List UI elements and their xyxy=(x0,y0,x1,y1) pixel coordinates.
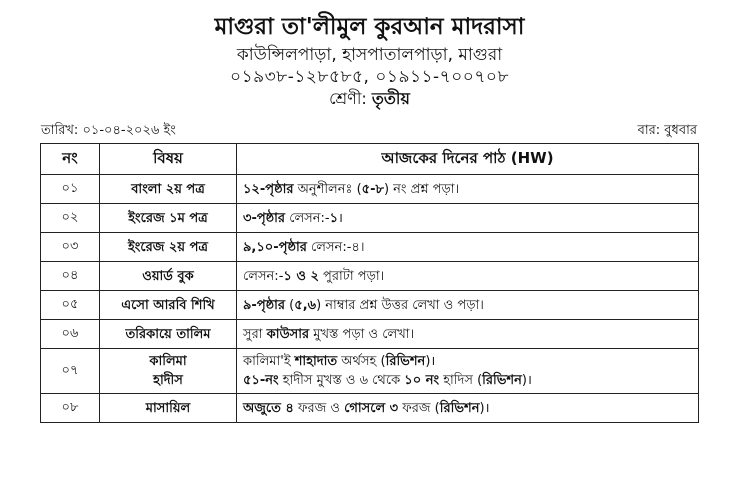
table-row xyxy=(41,349,699,394)
homework-text: রিভিশন xyxy=(439,400,480,416)
row-homework xyxy=(237,233,699,262)
row-number: ০৭ xyxy=(41,349,100,394)
homework-text: )। xyxy=(521,373,532,388)
homework-text: কালিমা'ই xyxy=(243,354,295,369)
subject-text: কালিমা xyxy=(149,354,187,369)
homework-text: রিভিশন xyxy=(482,373,522,388)
row-homework xyxy=(237,262,699,291)
homework-text: ১২-পৃষ্ঠার xyxy=(243,181,294,197)
homework-text: । xyxy=(338,210,343,226)
row-homework xyxy=(237,204,699,233)
phone-numbers: ০১৯৩৮-১২৮৫৮৫, ০১৯১১-৭০০৭০৮ xyxy=(230,67,509,87)
subject-text: ইংরেজ ১ম পত্র xyxy=(128,210,208,226)
homework-text: ফরজ ও xyxy=(293,400,345,416)
homework-line xyxy=(243,267,692,286)
homework-text: ১০ নং xyxy=(404,373,440,388)
homework-text: ১ xyxy=(329,210,339,226)
class-label: শ্রেণী: xyxy=(329,89,367,108)
row-number: ০৫ xyxy=(41,291,100,320)
row-number: ০৩ xyxy=(41,233,100,262)
row-homework xyxy=(237,175,699,204)
homework-text: ৯-পৃষ্ঠার xyxy=(243,297,286,313)
homework-text: রিভিশন xyxy=(385,354,426,369)
row-homework xyxy=(237,394,699,423)
homework-line xyxy=(243,209,692,228)
homework-text: সুরা xyxy=(243,326,267,342)
table-row xyxy=(41,175,699,204)
homework-table xyxy=(40,143,699,423)
row-number: ০১ xyxy=(41,175,100,204)
row-subject xyxy=(100,320,237,349)
table-row xyxy=(41,233,699,262)
row-homework xyxy=(237,291,699,320)
header-subject: বিষয় xyxy=(100,144,237,175)
table-header-row xyxy=(41,144,699,175)
subject-text: ওয়ার্ড বুক xyxy=(142,268,194,284)
madrasa-address: কাউন্সিলপাড়া, হাসপাতালপাড়া, মাগুরা xyxy=(236,45,503,65)
row-subject xyxy=(100,175,237,204)
row-homework xyxy=(237,349,699,394)
subject-text: এসো আরবি শিখি xyxy=(121,297,215,313)
homework-text: লেসন:-৪। xyxy=(306,239,365,255)
table-row xyxy=(41,394,699,423)
homework-text: ৯,১০-পৃষ্ঠার xyxy=(243,239,307,255)
subject-text: হাদীস xyxy=(153,373,183,388)
row-number: ০৮ xyxy=(41,394,100,423)
row-number: ০৬ xyxy=(41,320,100,349)
header-lesson: আজকের দিনের পাঠ (HW) xyxy=(237,144,699,175)
homework-text: )। xyxy=(425,354,436,369)
homework-line xyxy=(243,325,692,344)
document-header xyxy=(0,12,739,110)
row-subject xyxy=(100,349,237,394)
subject-text: মাসায়িল xyxy=(145,400,191,416)
homework-text: হাদিস ( xyxy=(439,373,483,388)
homework-text: ১ ও ২ xyxy=(283,268,319,284)
row-number: ০৪ xyxy=(41,262,100,291)
row-subject xyxy=(100,394,237,423)
homework-text: অনুশীলনঃ ( xyxy=(293,181,362,197)
homework-text: কাউসার xyxy=(266,326,310,342)
homework-line xyxy=(243,352,692,371)
date-label: তারিখ: ০১-০৪-২০২৬ ইং xyxy=(41,123,176,138)
table-row xyxy=(41,262,699,291)
madrasa-title: মাগুরা তা'লীমুল কুরআন মাদরাসা xyxy=(214,14,525,40)
homework-text: হাদীস মুখস্ত ও ৬ থেকে xyxy=(278,373,405,388)
homework-text: ফরজ ( xyxy=(398,400,440,416)
homework-line xyxy=(243,296,692,315)
homework-text: অর্থসহ ( xyxy=(337,354,386,369)
subject-text: তরিকায়ে তালিম xyxy=(125,326,211,342)
homework-text: ( xyxy=(285,297,295,313)
homework-text: অজুতে ৪ xyxy=(243,400,294,416)
homework-line xyxy=(243,180,692,199)
day-label: বার: বুধবার xyxy=(637,123,697,138)
homework-text: লেসন:- xyxy=(243,268,284,284)
table-row xyxy=(41,204,699,233)
subject-text: ইংরেজ ২য় পত্র xyxy=(128,239,208,255)
homework-text: গোসলে ৩ xyxy=(344,400,399,416)
homework-line xyxy=(243,399,692,418)
row-subject xyxy=(100,262,237,291)
homework-text: ) নং প্রশ্ন পড়া। xyxy=(383,181,460,197)
homework-text: ) নাম্বার প্রশ্ন উত্তর লেখা ও পড়া। xyxy=(316,297,484,313)
homework-text: লেসন:- xyxy=(285,210,330,226)
table-row xyxy=(41,291,699,320)
homework-text: )। xyxy=(479,400,490,416)
row-subject xyxy=(100,291,237,320)
homework-text: ৫১-নং xyxy=(243,373,279,388)
table-row xyxy=(41,320,699,349)
row-number: ০২ xyxy=(41,204,100,233)
homework-line xyxy=(243,238,692,257)
homework-text: ৩-পৃষ্ঠার xyxy=(243,210,286,226)
homework-text: শাহাদাত xyxy=(294,354,338,369)
header-number: নং xyxy=(41,144,100,175)
class-value: তৃতীয় xyxy=(371,89,410,108)
homework-text: ৫,৬ xyxy=(294,297,317,313)
row-homework xyxy=(237,320,699,349)
row-subject xyxy=(100,233,237,262)
class-line xyxy=(0,88,739,110)
subject-text: বাংলা ২য় পত্র xyxy=(131,181,205,197)
homework-text: মুখস্ত পড়া ও লেখা। xyxy=(309,326,415,342)
homework-line xyxy=(243,371,692,390)
homework-text: পুরাটা পড়া। xyxy=(318,268,385,284)
homework-text: ৫-৮ xyxy=(361,181,384,197)
row-subject xyxy=(100,204,237,233)
